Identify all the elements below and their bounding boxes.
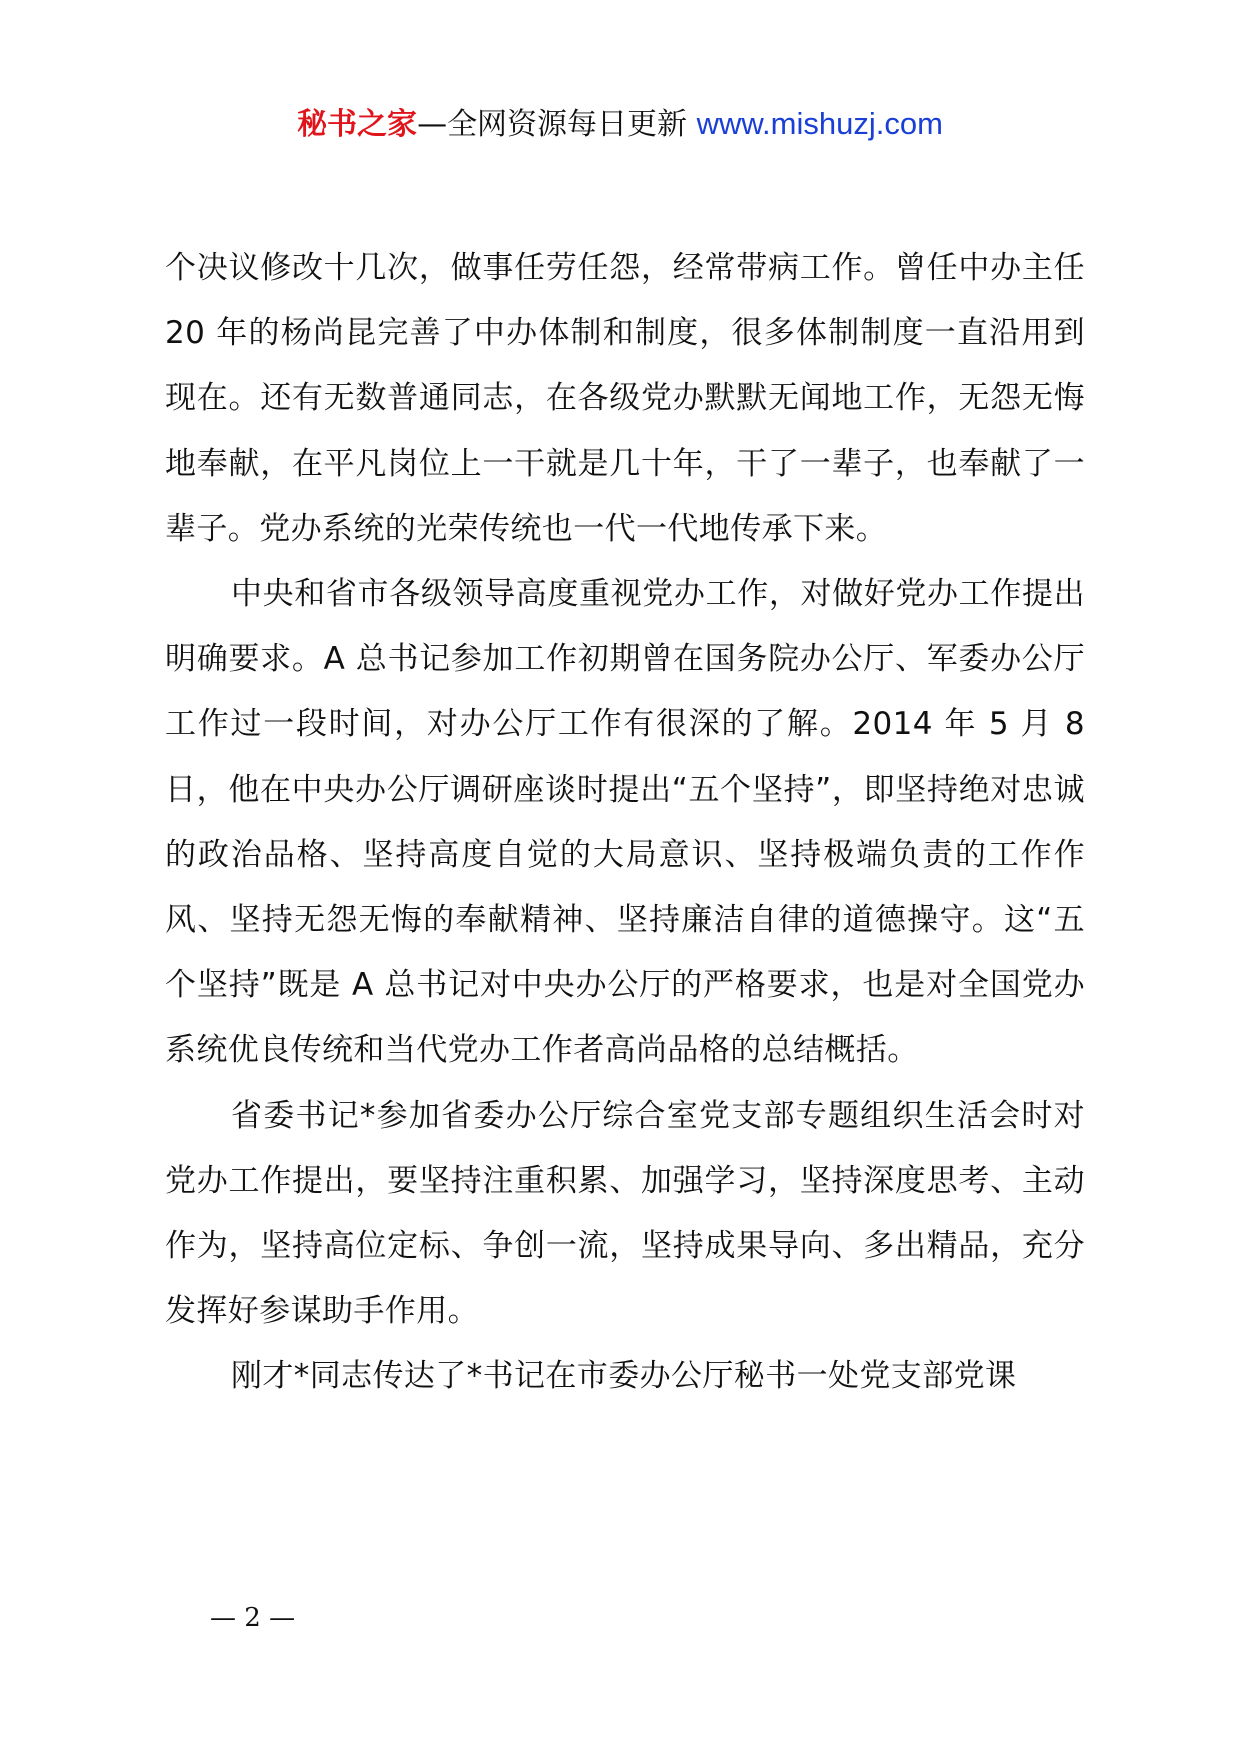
page-number: — 2 — [210, 1603, 296, 1633]
paragraph-3: 省委书记*参加省委办公厅综合室党支部专题组织生活会时对党办工作提出，要坚持注重积累、加强学习，坚持深度思考、主动作为，坚持高位定标、争创一流，坚持成果导向、多出精品，充分发挥好参谋助手作用。 [165, 1097, 1085, 1330]
brand-name: 秘书之家 [297, 107, 418, 142]
paragraph-1: 个决议修改十几次，做事任劳任怨，经常带病工作。曾任中办主任 20 年的杨尚昆完善了中办体制和制度，很多体制制度一直沿用到现在。还有无数普通同志，在各级党办默默无闻地工作，无怨无悔地奉献，在平凡岗位上一干就是几十年，干了一辈子，也奉献了一辈子。党办系统的光荣传统也一代一代地传承下来。 [165, 250, 1085, 547]
paragraph-4: 刚才*同志传达了*书记在市委办公厅秘书一处党支部党课 [231, 1358, 1017, 1395]
website-link[interactable]: www.mishuzj.com [696, 106, 943, 141]
paragraph-2: 中央和省市各级领导高度重视党办工作，对做好党办工作提出明确要求。A 总书记参加工作初期曾在国务院办公厅、军委办公厅工作过一段时间，对办公厅工作有很深的了解。2014 年 5 月 8 日，他在中央办公厅调研座谈时提出“五个坚持”，即坚持绝对忠诚的政治品格、坚持高度自觉的大局意识、坚持极端负责的工作作风、坚持无怨无悔的奉献精神、坚持廉洁自律的道德操守。这“五个坚持”既是 A 总书记对中央办公厅的严格要求，也是对全国党办系统优良传统和当代党办工作者高尚品格的总结概括。 [165, 576, 1085, 1069]
page-header [0, 104, 1240, 145]
document-body [165, 236, 1085, 1410]
header-tagline: —全网资源每日更新 [417, 107, 688, 142]
